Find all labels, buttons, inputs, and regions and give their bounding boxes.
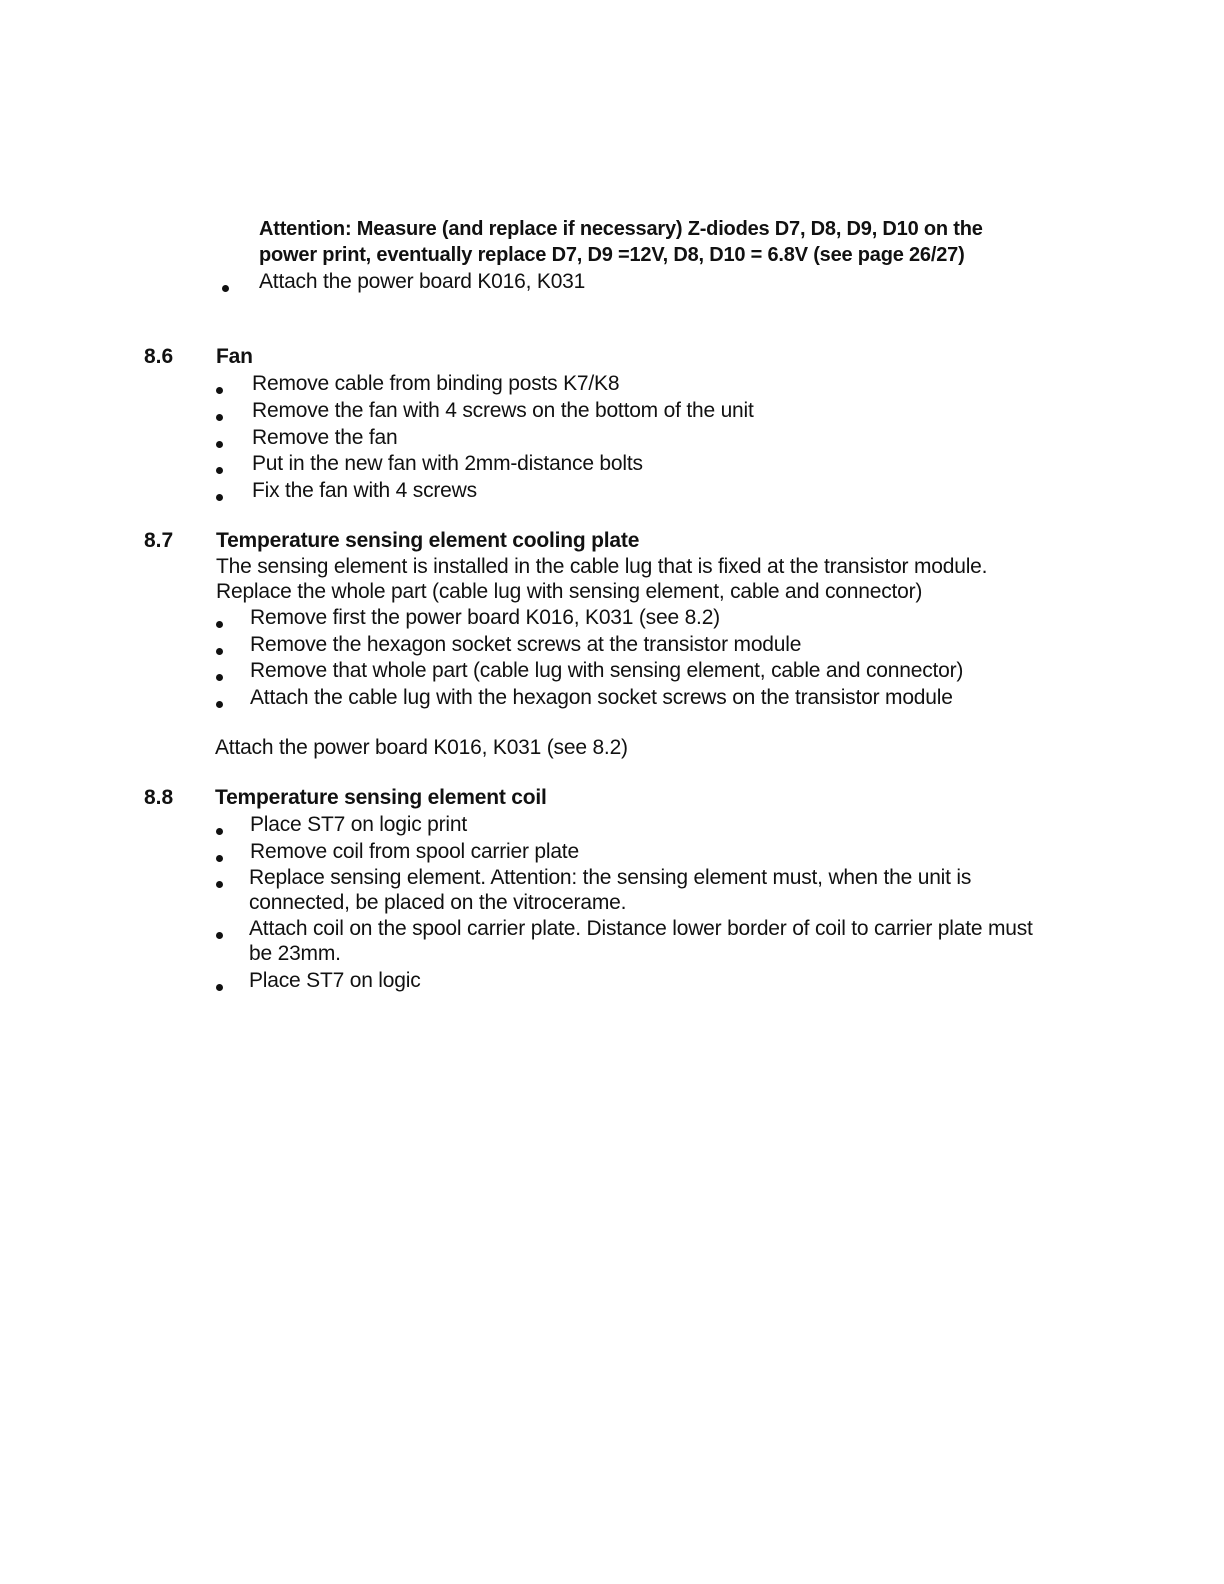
bullet-icon xyxy=(216,984,223,991)
coil-step-3-line-2: connected, be placed on the vitrocerame. xyxy=(249,891,627,914)
bullet-icon xyxy=(216,414,223,421)
cooling-plate-paragraph-2: Replace the whole part (cable lug with sensing element, cable and connector) xyxy=(216,580,923,603)
section-number-8-8: 8.8 xyxy=(144,786,174,809)
attention-line-2: power print, eventually replace D7, D9 =12V, D8, D10 = 6.8V (see page 26/27) xyxy=(259,244,965,266)
bullet-icon xyxy=(216,441,223,448)
cooling-plate-step-2: Remove the hexagon socket screws at the transistor module xyxy=(250,633,802,656)
section-title-coil: Temperature sensing element coil xyxy=(215,786,547,809)
fan-step-1: Remove cable from binding posts K7/K8 xyxy=(252,372,620,395)
section-title-cooling-plate: Temperature sensing element cooling plate xyxy=(216,529,640,552)
intro-bullet-text: Attach the power board K016, K031 xyxy=(259,270,586,293)
bullet-icon xyxy=(216,494,223,501)
bullet-icon xyxy=(216,828,223,835)
cooling-plate-closing: Attach the power board K016, K031 (see 8.2) xyxy=(215,736,628,759)
coil-step-5: Place ST7 on logic xyxy=(249,969,421,992)
bullet-icon xyxy=(222,285,229,292)
coil-step-4-line-2: be 23mm. xyxy=(249,942,341,965)
bullet-icon xyxy=(216,467,223,474)
cooling-plate-step-4: Attach the cable lug with the hexagon socket screws on the transistor module xyxy=(250,686,953,709)
bullet-icon xyxy=(216,855,223,862)
section-number-8-6: 8.6 xyxy=(144,345,174,368)
fan-step-3: Remove the fan xyxy=(252,426,398,449)
fan-step-2: Remove the fan with 4 screws on the bottom of the unit xyxy=(252,399,754,422)
fan-step-4: Put in the new fan with 2mm-distance bolts xyxy=(252,452,643,475)
coil-step-3-line-1: Replace sensing element. Attention: the sensing element must, when the unit is xyxy=(249,866,972,889)
cooling-plate-step-3: Remove that whole part (cable lug with sensing element, cable and connector) xyxy=(250,659,964,682)
bullet-icon xyxy=(216,621,223,628)
bullet-icon xyxy=(216,932,223,939)
section-title-fan: Fan xyxy=(216,345,253,368)
cooling-plate-step-1: Remove first the power board K016, K031 (see 8.2) xyxy=(250,606,720,629)
coil-step-4-line-1: Attach coil on the spool carrier plate. Distance lower border of coil to carrier plate must xyxy=(249,917,1033,940)
coil-step-1: Place ST7 on logic print xyxy=(250,813,467,836)
fan-step-5: Fix the fan with 4 screws xyxy=(252,479,477,502)
bullet-icon xyxy=(216,648,223,655)
section-number-8-7: 8.7 xyxy=(144,529,174,552)
bullet-icon xyxy=(216,387,223,394)
cooling-plate-paragraph-1: The sensing element is installed in the cable lug that is fixed at the transistor module. xyxy=(216,555,988,578)
coil-step-2: Remove coil from spool carrier plate xyxy=(250,840,579,863)
bullet-icon xyxy=(216,701,223,708)
bullet-icon xyxy=(216,881,223,888)
attention-line-1: Attention: Measure (and replace if necessary) Z-diodes D7, D8, D9, D10 on the xyxy=(259,218,983,240)
bullet-icon xyxy=(216,674,223,681)
